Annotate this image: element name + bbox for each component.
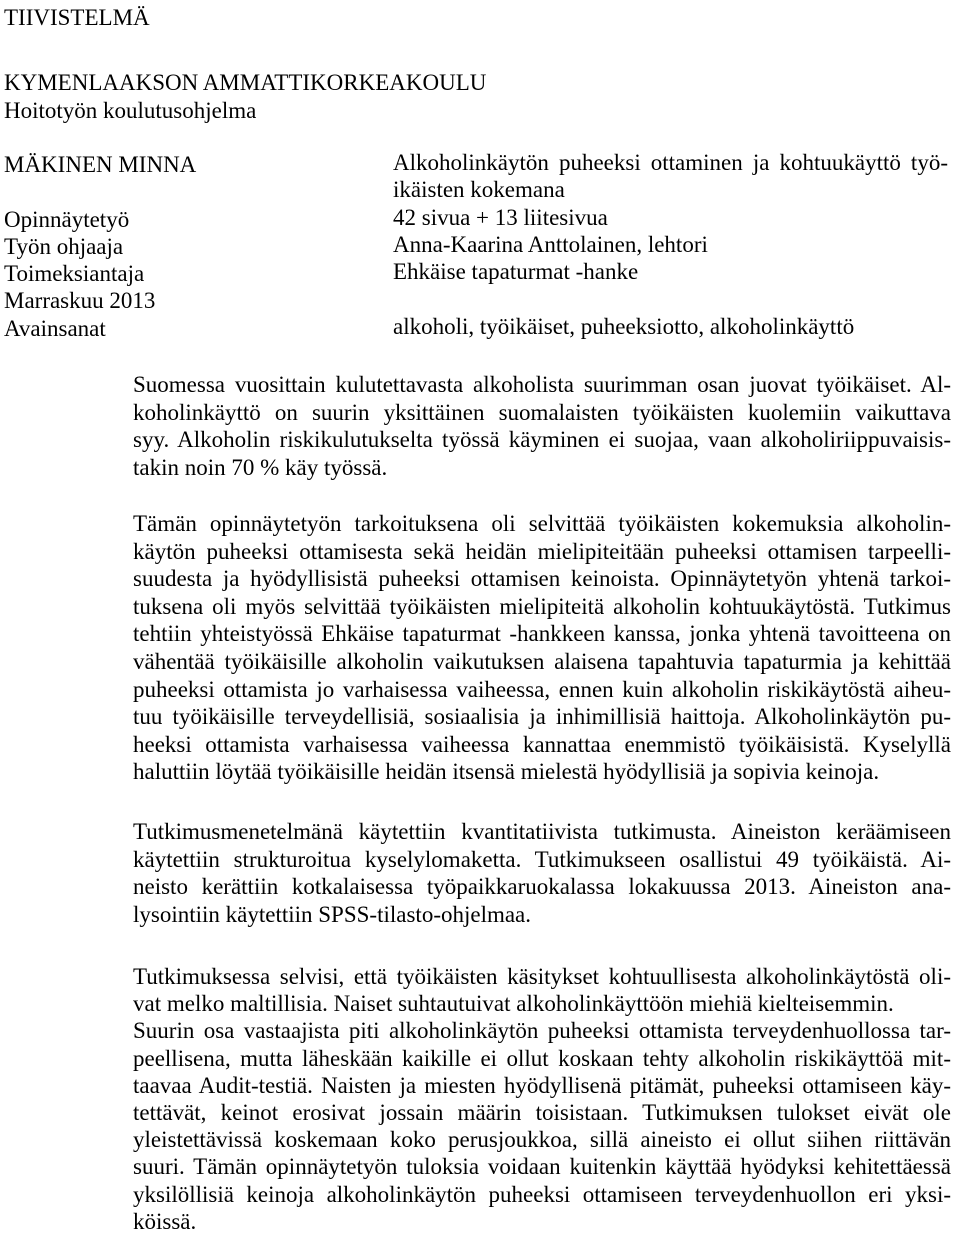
text-line: Tutkimuksessa selvisi, että työikäisten käsitykset kohtuullisesta alkoholinkäytöstä oli- — [133, 964, 951, 989]
institution-name: KYMENLAAKSON AMMATTIKORKEAKOULU — [4, 70, 487, 95]
page-count: 42 sivua + 13 liitesivua — [393, 204, 608, 230]
text-line: yleistettävissä koskemaan koko perusjoukkoa, sillä aineisto ei ollut siihen riittävän — [133, 1127, 951, 1153]
text-line: tuksena oli myös selvittää työikäisten mielipiteitä alkoholin kohtuukäytöstä. Tutkimus — [133, 593, 951, 619]
text-line: suudesta ja hyödyllisistä puheeksi ottamisen keinoista. Opinnäytetyön yhtenä tarkoi- — [133, 566, 951, 592]
text-line: peellisena, mutta läheskään kaikille ei ollut koskaan tehty alkoholin riskikäyttöä mit- — [133, 1045, 951, 1071]
text-line: taavaa Audit-testiä. Naisten ja miesten hyödyllisenä pitämät, puheeksi ottamiseen käy- — [133, 1072, 951, 1098]
text-line: tuu työikäisille terveydellisiä, sosiaalisia ja inhimillisiä haittoja. Alkoholinkäytön pu- — [133, 704, 951, 730]
text-line: takin noin 70 % käy työssä. — [133, 454, 388, 480]
text-line: lysointiin käytettiin SPSS-tilasto-ohjelmaa. — [133, 901, 532, 927]
text-line: puheeksi ottamista jo varhaisessa vaiheessa, ennen kuin alkoholin riskikäytöstä aiheu- — [133, 676, 951, 702]
text-line: vähentää työikäisille alkoholin vaikutuksen alaisena tapahtuvia tapaturmia ja kehittää — [133, 648, 951, 674]
commissioner-label: Toimeksiantaja — [4, 261, 145, 287]
blank-line — [393, 285, 948, 312]
document-title-text: TIIVISTELMÄ — [4, 5, 150, 30]
text-line: köissä. — [133, 1208, 197, 1234]
text-line: Tämän opinnäytetyön tarkoituksena oli selvittää työikäisten kokemuksia alkoholin- — [133, 511, 951, 536]
abstract-paragraph — [133, 371, 951, 481]
supervisor-name: Anna-Kaarina Anttolainen, lehtori — [393, 231, 708, 257]
document-title — [4, 4, 150, 32]
text-line: tehtiin yhteistyössä Ehkäise tapaturmat -hankkeen kanssa, jonka yhtenä tavoitteena on — [133, 621, 951, 647]
info-labels-column — [4, 151, 374, 342]
text-line: suuri. Tämän opinnäytetyön tuloksia voidaan kuitenkin käyttää hyödyksi kehitettäessä — [133, 1154, 951, 1180]
keywords-label: Avainsanat — [4, 315, 106, 341]
text-line: Suurin osa vastaajista piti alkoholinkäytön puheeksi ottamista terveydenhuollossa tar- — [133, 1018, 951, 1044]
text-line: syy. Alkoholin riskikulutukselta työssä käyminen ei suojaa, vaan alkoholiriippuvaisis- — [133, 427, 951, 453]
text-line: heeksi ottamista varhaisessa vaiheessa kannattaa enemmistö työikäisistä. Kyselyllä — [133, 731, 951, 757]
blank-line — [4, 178, 374, 205]
text-line: tettävät, keinot erosivat jossain määrin toisistaan. Tutkimuksen tulokset eivät ole — [133, 1099, 951, 1125]
programme-name: Hoitotyön koulutusohjelma — [4, 97, 257, 123]
info-values-column — [393, 149, 948, 340]
supervisor-label: Työn ohjaaja — [4, 233, 124, 259]
abstract-paragraph — [133, 963, 951, 1235]
thesis-title-line: Alkoholinkäytön puheeksi ottaminen ja kohtuukäyttö työ- — [393, 150, 948, 175]
date: Marraskuu 2013 — [4, 288, 156, 314]
commissioner-name: Ehkäise tapaturmat -hanke — [393, 259, 639, 285]
text-line: koholinkäyttö on suurin yksittäinen suomalaisten työikäisten kuolemiin vaikuttava — [133, 399, 951, 425]
text-line: neisto kerättiin kotkalaisessa työpaikkaruokalassa lokakuussa 2013. Aineiston ana- — [133, 874, 951, 900]
text-line: käytettiin strukturoitua kyselylomaketta. Tutkimukseen osallistui 49 työikäistä. Ai- — [133, 846, 951, 872]
abstract-paragraph — [133, 510, 951, 786]
text-line: käytön puheeksi ottamisesta sekä heidän mielipiteitään puheeksi ottamisen tarpeelli- — [133, 538, 951, 564]
text-line: vat melko maltillisia. Naiset suhtautuivat alkoholinkäyttöön miehiä kielteisemmin. — [133, 991, 894, 1017]
author-name: MÄKINEN MINNA — [4, 152, 197, 177]
thesis-title-line: ikäisten kokemana — [393, 177, 565, 203]
text-line: yksilöllisiä keinoja alkoholinkäytön puheeksi ottamiseen terveydenhuollon eri yksi- — [133, 1181, 951, 1207]
text-line: haluttiin löytää työikäisille heidän itsensä mielestä hyödyllisiä ja sopivia keinoja. — [133, 759, 880, 785]
abstract-paragraph — [133, 818, 951, 928]
text-line: Suomessa vuosittain kulutettavasta alkoholista suurimman osan juovat työikäiset. Al- — [133, 372, 951, 397]
text-line: Tutkimusmenetelmänä käytettiin kvantitatiivista tutkimusta. Aineiston keräämiseen — [133, 819, 951, 844]
organisation-block — [4, 69, 486, 124]
thesis-type-label: Opinnäytetyö — [4, 206, 130, 232]
keywords: alkoholi, työikäiset, puheeksiotto, alkoholinkäyttö — [393, 313, 855, 339]
